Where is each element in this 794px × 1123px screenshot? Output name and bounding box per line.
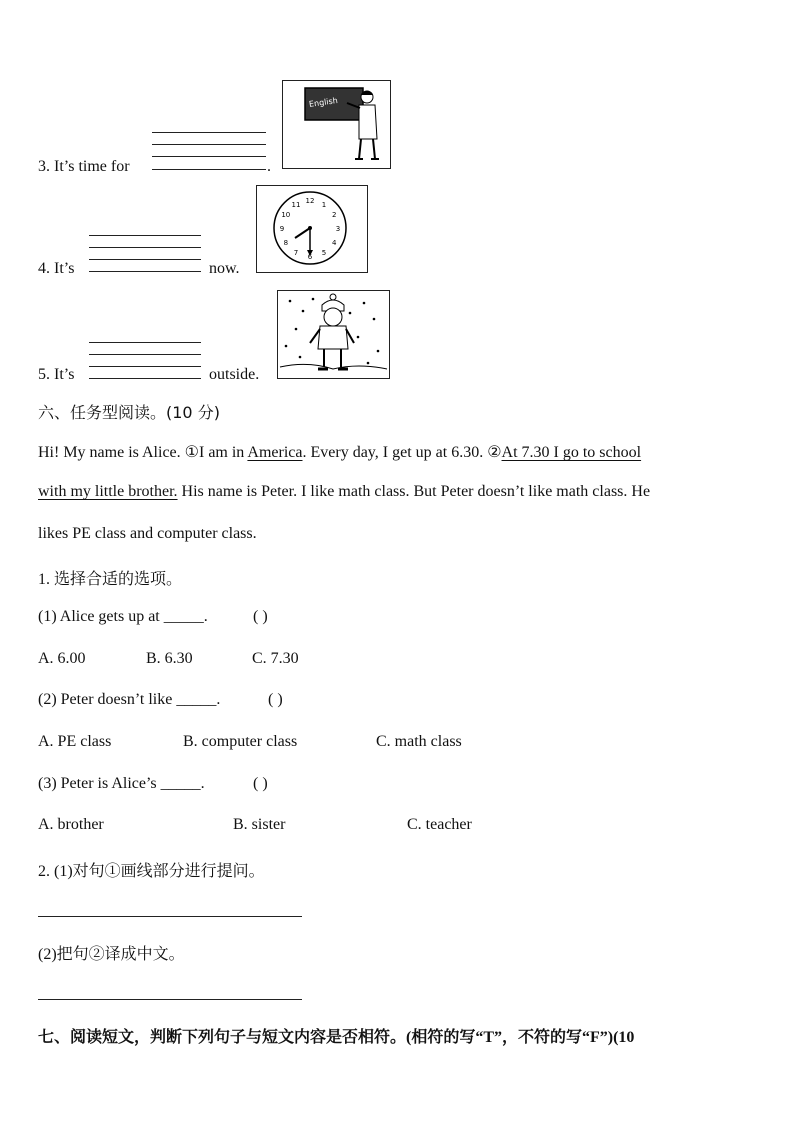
question-3-prefix: 3. It’s time for	[38, 158, 130, 175]
answer-line[interactable]	[89, 259, 201, 260]
task-2-subquestion: (2)把句②译成中文。	[38, 946, 185, 963]
passage-text: . Every day, I get up at 6.30. ②	[302, 444, 502, 461]
underlined-sentence-2-cont: with my little brother.	[38, 483, 178, 500]
passage-line-1	[38, 442, 641, 462]
option-b[interactable]: B. sister	[233, 816, 286, 833]
answer-line[interactable]	[89, 235, 201, 236]
snowy-child-image	[277, 290, 390, 379]
answer-line[interactable]	[89, 366, 201, 367]
clock-numeral: 11	[291, 200, 301, 209]
clock-numeral: 9	[279, 225, 285, 233]
teacher-blackboard-image	[282, 80, 391, 169]
clock-numeral: 10	[281, 211, 291, 219]
clock-numeral: 2	[331, 211, 337, 219]
section-7-heading: 七、阅读短文，判断下列句子与短文内容是否相符。(相符的写“T”，不符的写“F”)(10	[38, 1029, 635, 1046]
option-a[interactable]: A. brother	[38, 816, 104, 833]
question-5-prefix: 5. It’s	[38, 366, 75, 383]
answer-line[interactable]	[89, 271, 201, 272]
section-6-heading: 六、任务型阅读。(10 分)	[38, 403, 220, 422]
clock-numeral: 4	[331, 239, 337, 247]
answer-paren[interactable]: ( )	[253, 608, 268, 625]
question-2-stem: (2) Peter doesn’t like _____.	[38, 691, 221, 708]
answer-line[interactable]	[152, 132, 266, 133]
clock-numeral: 3	[335, 225, 341, 233]
option-b[interactable]: B. 6.30	[146, 650, 193, 667]
answer-paren[interactable]: ( )	[268, 691, 283, 708]
clock-numeral: 5	[321, 249, 327, 258]
clock-numeral: 6	[307, 253, 313, 261]
passage-line-2	[38, 483, 650, 501]
answer-line[interactable]	[152, 169, 266, 170]
passage-text: Hi! My name is Alice. ①I am in	[38, 444, 248, 461]
answer-line[interactable]	[38, 916, 302, 917]
answer-line[interactable]	[89, 342, 201, 343]
passage-text: His name is Peter. I like math class. But Peter doesn’t like math class. He	[177, 483, 651, 500]
underlined-sentence-2: At 7.30 I go to school	[501, 444, 642, 461]
answer-line[interactable]	[152, 144, 266, 145]
option-a[interactable]: A. 6.00	[38, 650, 86, 667]
task-2-title: 2. (1)对句①画线部分进行提问。	[38, 863, 265, 880]
option-c[interactable]: C. math class	[376, 733, 462, 750]
passage-line-3: likes PE class and computer class.	[38, 525, 257, 542]
clock-numeral: 7	[293, 249, 299, 258]
question-5-suffix: outside.	[209, 366, 260, 383]
question-4-prefix: 4. It’s	[38, 260, 75, 277]
answer-line[interactable]	[89, 378, 201, 379]
question-1-stem: (1) Alice gets up at _____.	[38, 608, 208, 625]
clock-image	[256, 185, 368, 273]
underlined-country: America	[247, 444, 303, 461]
answer-line[interactable]	[89, 354, 201, 355]
answer-line[interactable]	[89, 247, 201, 248]
clock-numeral: 12	[305, 197, 315, 205]
answer-line[interactable]	[38, 999, 302, 1000]
clock-numeral: 8	[283, 239, 289, 247]
clock-numeral: 1	[321, 200, 327, 209]
option-c[interactable]: C. teacher	[407, 816, 472, 833]
board-text: English	[308, 95, 339, 109]
question-3-suffix: .	[267, 158, 271, 175]
answer-line[interactable]	[152, 156, 266, 157]
option-a[interactable]: A. PE class	[38, 733, 112, 750]
option-c[interactable]: C. 7.30	[252, 650, 299, 667]
question-4-suffix: now.	[209, 260, 240, 277]
task-1-title: 1. 选择合适的选项。	[38, 571, 183, 588]
question-3-stem: (3) Peter is Alice’s _____.	[38, 775, 205, 792]
answer-paren[interactable]: ( )	[253, 775, 268, 792]
option-b[interactable]: B. computer class	[183, 733, 298, 750]
